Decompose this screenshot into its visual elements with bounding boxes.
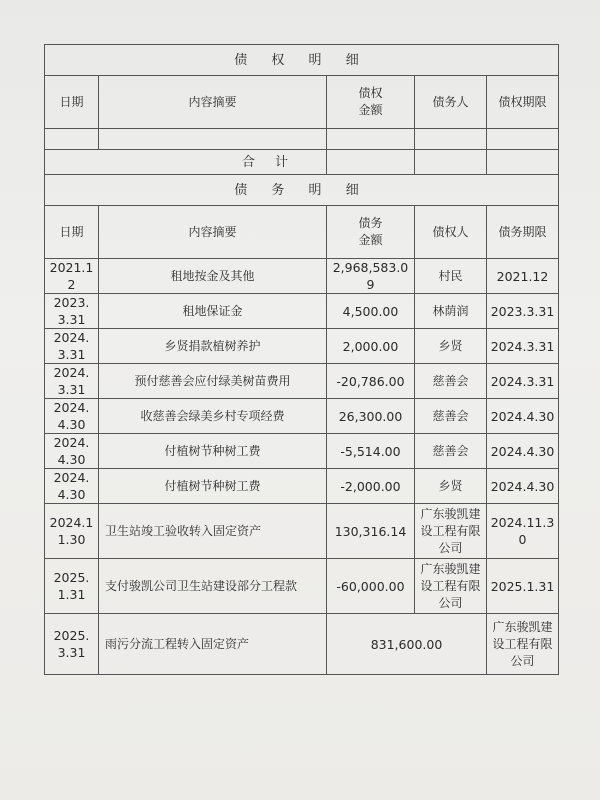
row-amount: 2,000.00 <box>327 329 415 364</box>
table-row <box>45 329 559 364</box>
table-row <box>45 399 559 434</box>
credit-total-amount <box>327 150 415 175</box>
row-summary: 付植树节种树工费 <box>99 434 327 469</box>
table-row <box>45 559 559 614</box>
row-term: 2024.4.30 <box>487 434 559 469</box>
row-summary: 预付慈善会应付绿美树苗费用 <box>99 364 327 399</box>
credit-empty-row <box>45 129 559 150</box>
row-term: 2021.12 <box>487 259 559 294</box>
row-summary: 雨污分流工程转入固定资产 <box>99 614 327 675</box>
debt-header-amount-line2: 金额 <box>358 233 383 247</box>
row-amount: 831,600.00 <box>327 614 487 675</box>
credit-header-row <box>45 76 559 129</box>
credit-header-amount-line2: 金额 <box>358 103 383 117</box>
row-party: 林荫润 <box>415 294 487 329</box>
row-party: 慈善会 <box>415 364 487 399</box>
credit-header-amount-line1: 债权 <box>358 86 383 100</box>
row-amount: 4,500.00 <box>327 294 415 329</box>
row-party: 村民 <box>415 259 487 294</box>
row-party: 乡贤 <box>415 329 487 364</box>
row-term: 2024.4.30 <box>487 399 559 434</box>
row-term: 2024.3.31 <box>487 329 559 364</box>
row-summary: 付植树节种树工费 <box>99 469 327 504</box>
row-date: 2024.4.30 <box>45 434 99 469</box>
row-date: 2024.4.30 <box>45 469 99 504</box>
row-party: 广东骏凯建设工程有限公司 <box>415 504 487 559</box>
row-summary: 收慈善会绿美乡村专项经费 <box>99 399 327 434</box>
row-date: 2025.1.31 <box>45 559 99 614</box>
row-amount: 130,316.14 <box>327 504 415 559</box>
debt-header-amount <box>327 206 415 259</box>
debt-section-title: 债 务 明 细 <box>45 175 559 206</box>
row-amount: -60,000.00 <box>327 559 415 614</box>
row-summary: 租地按金及其他 <box>99 259 327 294</box>
credit-total-label: 合 计 <box>45 150 327 175</box>
row-date: 2021.12 <box>45 259 99 294</box>
debt-header-amount-line1: 债务 <box>358 216 383 230</box>
row-date: 2024.3.31 <box>45 364 99 399</box>
row-summary: 乡贤捐款植树养护 <box>99 329 327 364</box>
table-row <box>45 434 559 469</box>
table-row <box>45 294 559 329</box>
table-row <box>45 364 559 399</box>
row-term: 2023.3.31 <box>487 294 559 329</box>
row-party: 乡贤 <box>415 469 487 504</box>
row-date: 2024.3.31 <box>45 329 99 364</box>
row-date: 2025.3.31 <box>45 614 99 675</box>
row-party: 广东骏凯建设工程有限公司 <box>415 559 487 614</box>
credit-section-title: 债 权 明 细 <box>45 45 559 76</box>
debt-section-title-row <box>45 175 559 206</box>
row-summary: 支付骏凯公司卫生站建设部分工程款 <box>99 559 327 614</box>
credit-header-summary: 内容摘要 <box>99 76 327 129</box>
row-summary: 租地保证金 <box>99 294 327 329</box>
table-row <box>45 469 559 504</box>
row-term: 2024.4.30 <box>487 469 559 504</box>
row-date: 2024.11.30 <box>45 504 99 559</box>
credit-header-date: 日期 <box>45 76 99 129</box>
credit-total-row <box>45 150 559 175</box>
credit-header-term: 债权期限 <box>487 76 559 129</box>
table-row <box>45 259 559 294</box>
row-amount: 2,968,583.09 <box>327 259 415 294</box>
row-date: 2023.3.31 <box>45 294 99 329</box>
row-amount: -20,786.00 <box>327 364 415 399</box>
ledger-table <box>44 44 559 675</box>
debt-header-party: 债权人 <box>415 206 487 259</box>
table-row <box>45 614 559 675</box>
debt-header-summary: 内容摘要 <box>99 206 327 259</box>
debt-header-term: 债务期限 <box>487 206 559 259</box>
row-party: 慈善会 <box>415 399 487 434</box>
row-term: 2025.1.31 <box>487 559 559 614</box>
row-term: 2024.3.31 <box>487 364 559 399</box>
table-row <box>45 504 559 559</box>
credit-header-party: 债务人 <box>415 76 487 129</box>
credit-header-amount <box>327 76 415 129</box>
row-amount: 26,300.00 <box>327 399 415 434</box>
row-term: 2024.11.30 <box>487 504 559 559</box>
debt-header-row <box>45 206 559 259</box>
row-party: 广东骏凯建设工程有限公司 <box>487 614 559 675</box>
credit-section-title-row <box>45 45 559 76</box>
row-date: 2024.4.30 <box>45 399 99 434</box>
row-party: 慈善会 <box>415 434 487 469</box>
row-summary: 卫生站竣工验收转入固定资产 <box>99 504 327 559</box>
row-amount: -5,514.00 <box>327 434 415 469</box>
debt-header-date: 日期 <box>45 206 99 259</box>
row-amount: -2,000.00 <box>327 469 415 504</box>
